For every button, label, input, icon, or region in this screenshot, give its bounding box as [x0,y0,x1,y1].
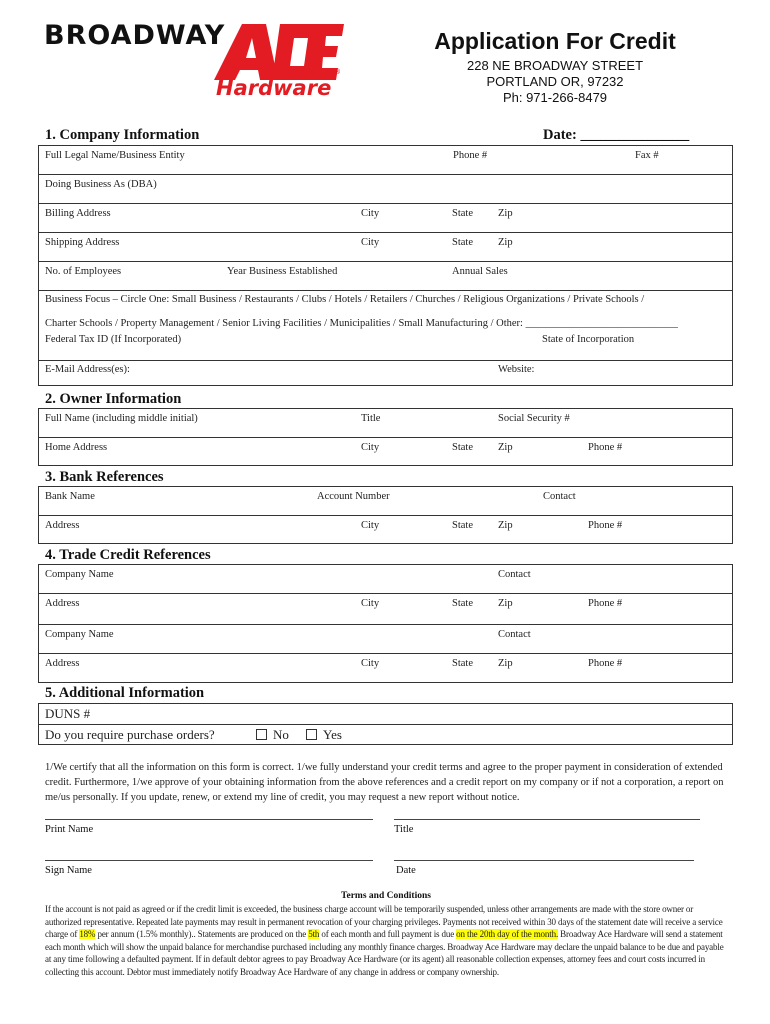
row-trade2-address[interactable] [38,653,733,683]
row-email[interactable] [38,360,733,386]
home-zip-label: Zip [498,442,513,453]
bank-state-label: State [452,520,473,531]
store-phone: Ph: 971-266-8479 [502,90,608,105]
trade1-address-label: Address [45,598,80,609]
shipping-address-label: Shipping Address [45,237,120,248]
terms-text-part4: Broadway Ace Hardware will send a statement each month which will show the unpaid balance for merchandise purchased including any monthly finance charges. Broadway Ace Hardware may declare the unpaid balance to be due and payable at any time following a defaulted payment. If in default debtor agrees to pay Broadway Ace Hardware (or its agent) all reasonable collection expenses, attorney fees and court costs incurred in collecting this account. Debtor must immediately notify Broadway Ace Hardware of any change in address or company ownership. [45,929,724,977]
owner-title-label: Title [361,413,381,424]
row-bank-name[interactable] [38,486,733,515]
shipping-city-label: City [361,237,380,248]
trade1-contact-label: Contact [498,569,531,580]
row-bank-address[interactable] [38,515,733,544]
po-no-option[interactable] [256,727,289,743]
company-fax-label: Fax # [635,150,659,161]
bank-contact-label: Contact [543,491,576,502]
row-trade1-company[interactable] [38,564,733,593]
signature-date-label: Date [396,865,416,876]
bank-zip-label: Zip [498,520,513,531]
email-label: E-Mail Address(es): [45,364,130,375]
print-name-label: Print Name [45,824,94,835]
employees-label: No. of Employees [45,266,122,277]
home-address-label: Home Address [45,442,108,453]
legal-name-label: Full Legal Name/Business Entity [45,150,185,161]
logo-broadway-text: BROADWAY [44,20,226,51]
ssn-label: Social Security # [498,413,570,424]
bank-phone-label: Phone # [588,520,623,531]
trade2-zip-label: Zip [498,658,513,669]
bank-address-label: Address [45,520,80,531]
bank-city-label: City [361,520,380,531]
row-billing-address[interactable] [38,203,733,232]
terms-text-part3: of each month and full payment is due [319,929,457,939]
row-shipping-address[interactable] [38,232,733,261]
sign-name-label: Sign Name [45,865,92,876]
row-tax-id[interactable] [38,332,733,360]
row-trade2-company[interactable] [38,624,733,653]
company-phone-label: Phone # [453,150,488,161]
title-line[interactable] [394,819,700,820]
purchase-orders-label: Do you require purchase orders? [45,727,215,742]
trade1-phone-label: Phone # [588,598,623,609]
store-address-line1: 228 NE BROADWAY STREET [466,58,644,73]
po-yes-label: Yes [323,727,342,742]
signature-title-label: Title [394,824,414,835]
po-yes-option[interactable] [306,727,342,743]
trade1-state-label: State [452,598,473,609]
home-phone-label: Phone # [588,442,623,453]
sign-name-line[interactable] [45,860,373,861]
year-established-label: Year Business Established [227,266,338,277]
row-owner-name[interactable] [38,408,733,437]
bank-name-label: Bank Name [45,491,95,502]
row-legal-name[interactable] [38,145,733,174]
billing-state-label: State [452,208,473,219]
row-dba[interactable] [38,174,733,203]
trade2-contact-label: Contact [498,629,531,640]
certification-paragraph: 1/We certify that all the information on this form is correct. 1/we fully understand your credit terms and agree to the proper payment in consideration of extended credit. Furthermore, 1/we approve of your obtaining information from the above references and a credit report on my company or if not a corporation, a report on me/us personally. If you update, renew, or extend my line of credit, you may request a new report without notice. [45,762,724,803]
business-focus-line2: Charter Schools / Property Management / Senior Living Facilities / Municipalities / Small Manufacturing / Other: _____________________________ [45,318,678,329]
trade2-phone-label: Phone # [588,658,623,669]
terms-text-part2: per annum (1.5% monthly).. Statements are produced on the [95,929,309,939]
logo-registered-mark: ® [334,68,341,76]
shipping-zip-label: Zip [498,237,513,248]
po-no-checkbox[interactable] [256,729,267,740]
store-address-line2: PORTLAND OR, 97232 [486,74,624,89]
form-title: Application For Credit [434,28,676,54]
home-state-label: State [452,442,473,453]
ace-logo-mark [214,24,344,80]
row-purchase-orders [38,724,733,745]
date-field[interactable]: Date: _______________ [543,127,690,143]
trade1-city-label: City [361,598,380,609]
annual-sales-label: Annual Sales [452,266,508,277]
company-logo [44,20,344,105]
duns-label: DUNS # [45,706,91,721]
tax-id-label: Federal Tax ID (If Incorporated) [45,334,182,345]
po-yes-checkbox[interactable] [306,729,317,740]
payment-due-day: on the 20th day of the month. [456,929,559,939]
owner-name-label: Full Name (including middle initial) [45,413,198,424]
print-name-line[interactable] [45,819,373,820]
row-trade1-address[interactable] [38,593,733,624]
trade2-city-label: City [361,658,380,669]
section-owner-title: 2. Owner Information [45,391,182,407]
account-number-label: Account Number [317,491,390,502]
terms-heading: Terms and Conditions [341,891,431,901]
home-city-label: City [361,442,380,453]
logo-hardware-text: Hardware [216,76,332,100]
po-no-label: No [273,727,289,742]
shipping-state-label: State [452,237,473,248]
section-additional-title: 5. Additional Information [45,685,205,701]
section-bank-title: 3. Bank References [45,469,164,485]
statement-day: 5th [308,929,320,939]
business-focus-line1: Business Focus – Circle One: Small Business / Restaurants / Clubs / Hotels / Retailers / Churches / Religious Organizations / Private Schools / [45,294,645,305]
section-company-title: 1. Company Information [45,127,200,143]
trade2-address-label: Address [45,658,80,669]
trade1-zip-label: Zip [498,598,513,609]
row-duns[interactable] [38,703,733,724]
incorporation-state-label: State of Incorporation [542,334,635,345]
billing-city-label: City [361,208,380,219]
row-employees[interactable] [38,261,733,290]
trade2-company-label: Company Name [45,629,114,640]
trade1-company-label: Company Name [45,569,114,580]
date-line[interactable] [394,860,694,861]
row-home-address[interactable] [38,437,733,466]
terms-paragraph [45,903,727,978]
website-label: Website: [498,364,535,375]
terms-text-part1: If the account is not paid as agreed or if the credit limit is exceeded, the business charge account will be temporarily suspended, unless other arrangements are made with the store owner or authorized representative. Repeated late payments may result in permanent revocation of your charging privileges. Payments not received within 30 days of the statement date will receive a service charge of [45,904,723,939]
dba-label: Doing Business As (DBA) [45,179,157,190]
billing-zip-label: Zip [498,208,513,219]
row-business-focus[interactable] [38,290,733,332]
billing-address-label: Billing Address [45,208,111,219]
section-trade-title: 4. Trade Credit References [45,547,211,563]
service-charge-rate: 18% [79,929,96,939]
trade2-state-label: State [452,658,473,669]
